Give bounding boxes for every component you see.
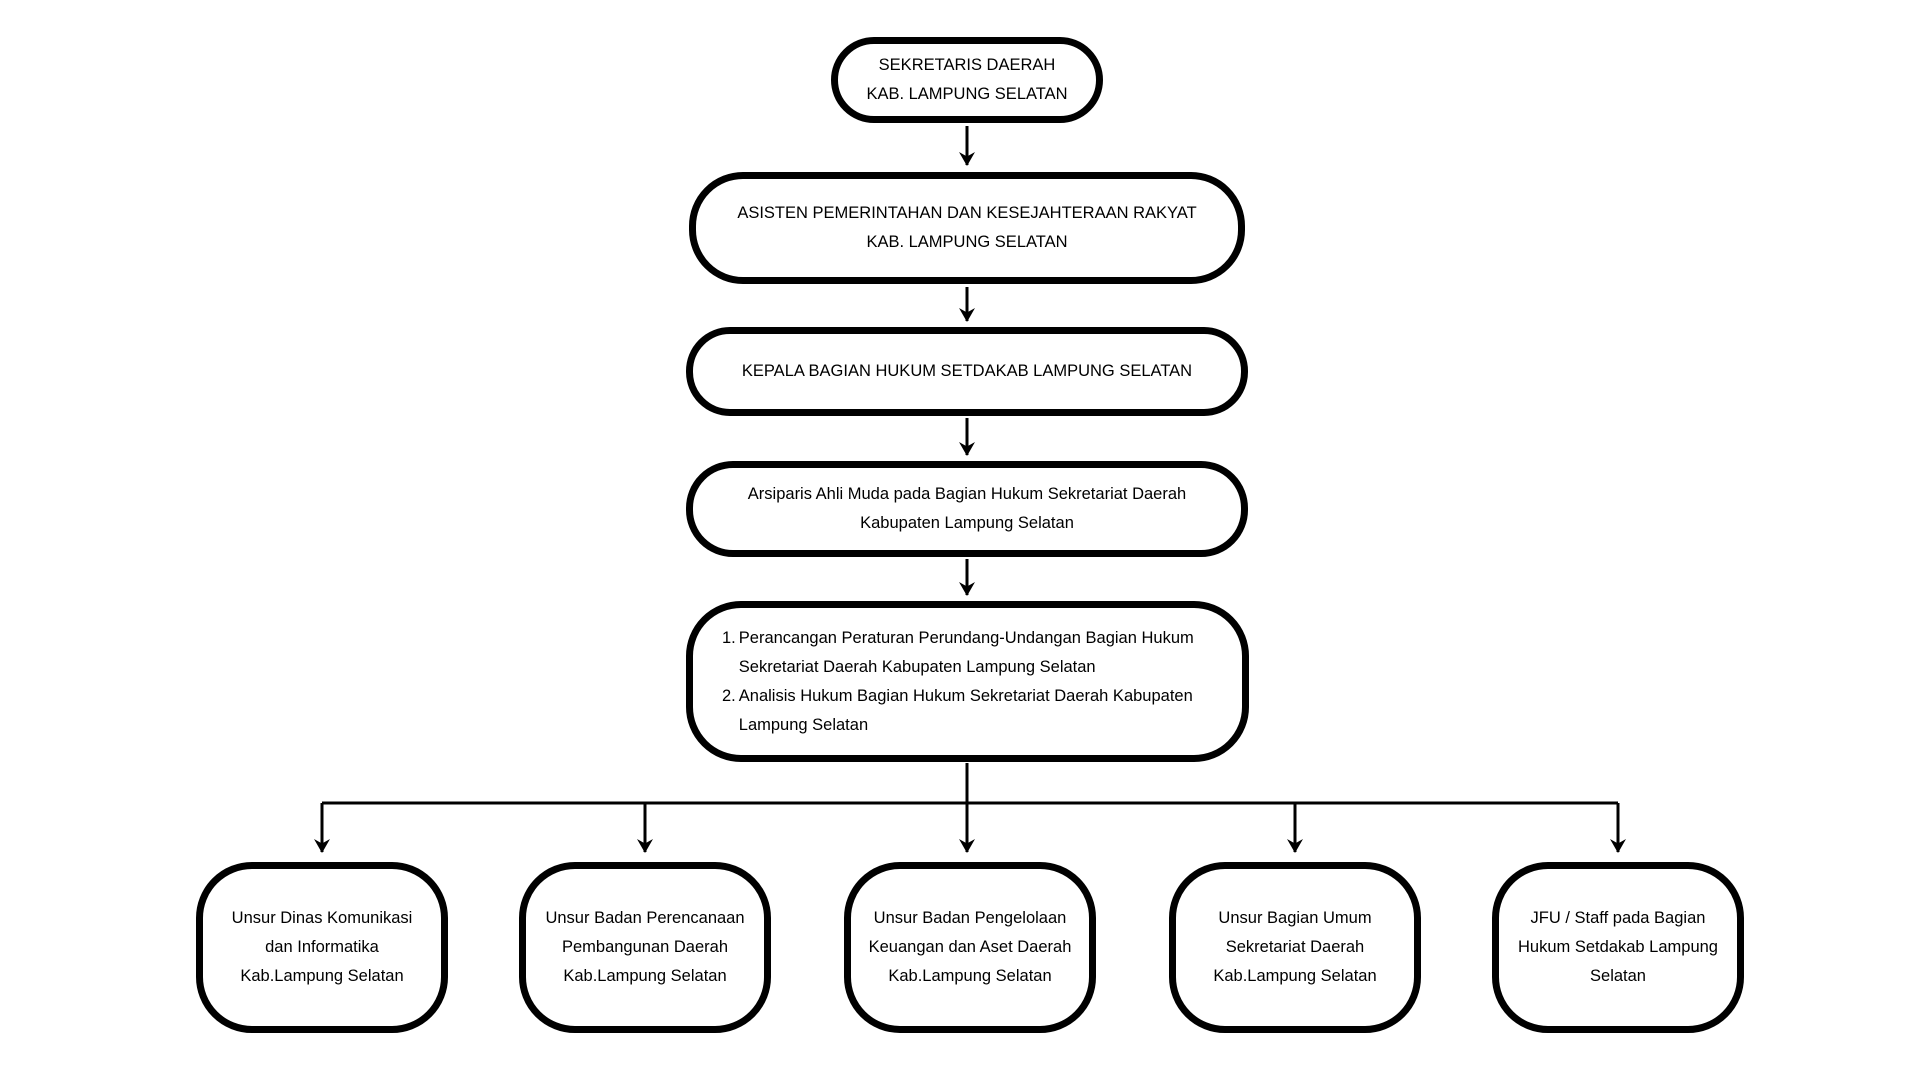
- task-item-1: [722, 624, 1218, 682]
- node-tugas-jabatan: [686, 601, 1249, 762]
- unit-node-bagian-umum-sekretariat: [1169, 862, 1421, 1033]
- unit-node-badan-perencanaan-pembangunan: [519, 862, 771, 1033]
- node-text-line: Hukum Setdakab Lampung: [1518, 938, 1718, 956]
- node-text-line: Pembangunan Daerah: [561, 938, 729, 956]
- node-text-line: JFU / Staff pada Bagian: [1530, 909, 1706, 927]
- node-text-line: Keuangan dan Aset Daerah: [868, 938, 1072, 956]
- task-text: Analisis Hukum Bagian Hukum Sekretariat Daerah Kabupaten Lampung Selatan: [738, 686, 1193, 734]
- node-text-line: KEPALA BAGIAN HUKUM SETDAKAB LAMPUNG SELATAN: [741, 362, 1193, 380]
- task-item-2: [722, 682, 1218, 740]
- unit-node-badan-pengelolaan-keuangan-aset: [844, 862, 1096, 1033]
- node-text-line: Unsur Bagian Umum: [1218, 909, 1372, 927]
- node-text-line: Kab.Lampung Selatan: [1213, 967, 1377, 985]
- task-text: Perancangan Peraturan Perundang-Undangan Bagian Hukum Sekretariat Daerah Kabupaten Lampung Selatan: [738, 628, 1194, 676]
- node-sekretaris-daerah: [831, 37, 1103, 123]
- node-asisten-pemerintahan: [689, 172, 1245, 284]
- node-text-line: Kabupaten Lampung Selatan: [860, 514, 1074, 532]
- node-text-line: Sekretariat Daerah: [1225, 938, 1365, 956]
- node-text-line: dan Informatika: [265, 938, 379, 956]
- unit-node-jfu-staff-bagian-hukum: [1492, 862, 1744, 1033]
- unit-node-dinas-komunikasi-informatika: [196, 862, 448, 1033]
- node-text-line: Kab.Lampung Selatan: [563, 967, 727, 985]
- node-text-line: Unsur Badan Perencanaan: [545, 909, 745, 927]
- node-text-line: Unsur Dinas Komunikasi: [231, 909, 413, 927]
- node-text-line: ASISTEN PEMERINTAHAN DAN KESEJAHTERAAN RAKYAT: [737, 204, 1197, 222]
- node-text-line: KAB. LAMPUNG SELATAN: [866, 233, 1068, 251]
- node-arsiparis-ahli-muda: [686, 461, 1248, 557]
- node-text-line: Unsur Badan Pengelolaan: [873, 909, 1067, 927]
- node-text-line: Kab.Lampung Selatan: [888, 967, 1052, 985]
- node-text-line: KAB. LAMPUNG SELATAN: [866, 85, 1068, 103]
- node-kepala-bagian-hukum: [686, 327, 1248, 416]
- task-number: 1.: [722, 628, 736, 647]
- node-text-line: SEKRETARIS DAERAH: [878, 56, 1056, 74]
- task-number: 2.: [722, 686, 736, 705]
- node-text-line: Selatan: [1590, 967, 1646, 985]
- node-text-line: Kab.Lampung Selatan: [240, 967, 404, 985]
- node-text-line: Arsiparis Ahli Muda pada Bagian Hukum Sekretariat Daerah: [747, 485, 1187, 503]
